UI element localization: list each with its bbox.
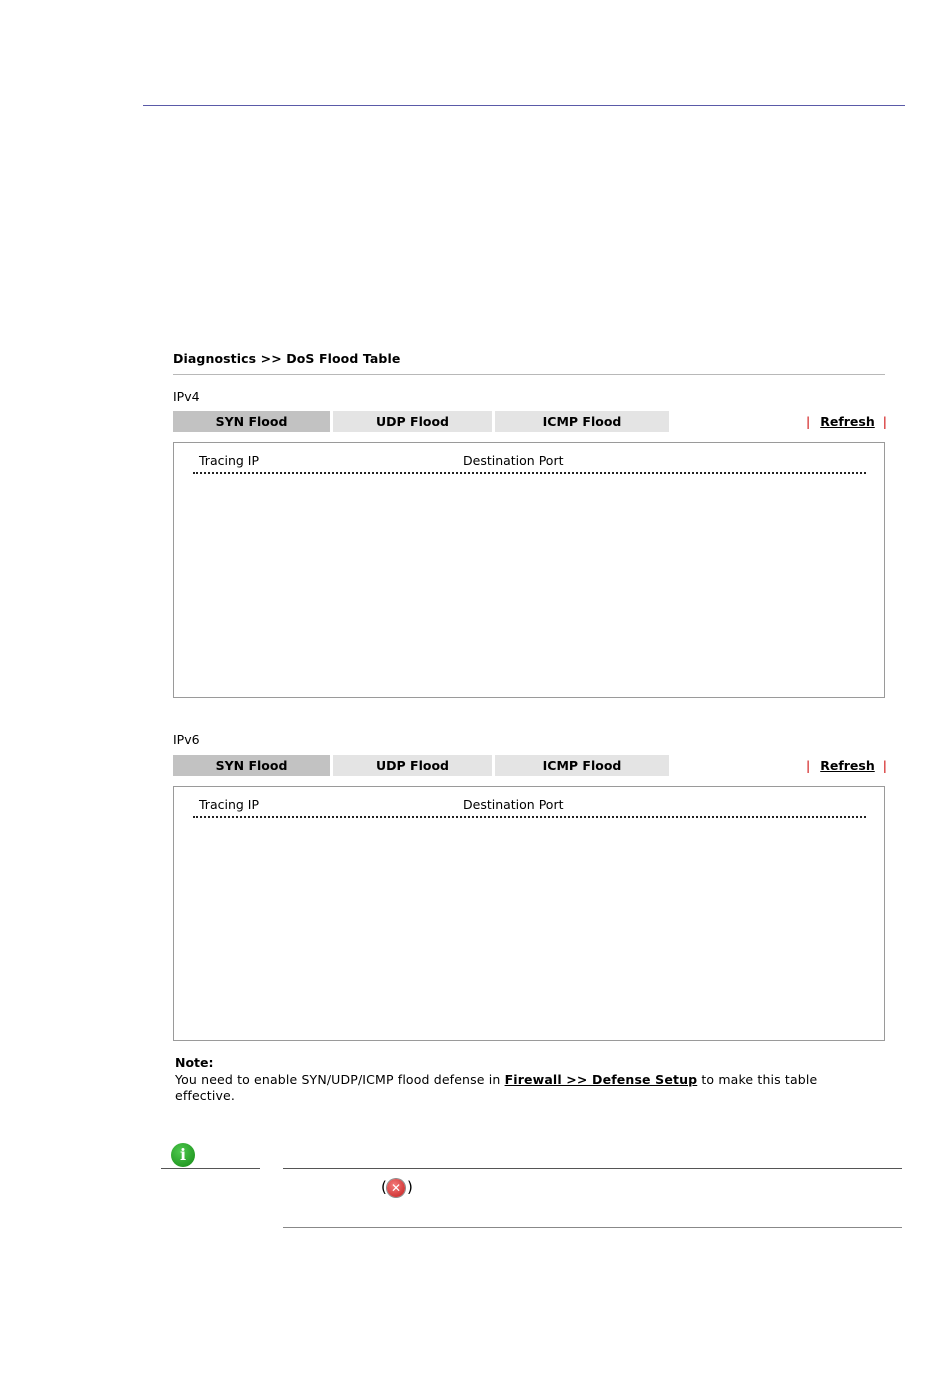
ipv6-refresh-link[interactable]: Refresh bbox=[820, 758, 875, 773]
ipv4-section-label: IPv4 bbox=[173, 389, 200, 404]
separator: | bbox=[882, 414, 887, 429]
header-divider bbox=[193, 816, 866, 818]
ipv4-tab-icmp-flood[interactable]: ICMP Flood bbox=[495, 411, 669, 432]
note-text bbox=[175, 1072, 865, 1104]
separator: | bbox=[882, 758, 887, 773]
ipv6-flood-table bbox=[173, 786, 885, 1041]
info-divider-top bbox=[283, 1168, 902, 1169]
delete-icon: ✕ bbox=[387, 1179, 405, 1197]
header-divider bbox=[193, 472, 866, 474]
page-header-rule bbox=[143, 105, 905, 106]
info-divider-bottom bbox=[283, 1227, 902, 1228]
ipv6-refresh-group bbox=[806, 755, 887, 776]
ipv6-tab-udp-flood[interactable]: UDP Flood bbox=[333, 755, 492, 776]
ipv4-refresh-group bbox=[806, 411, 887, 432]
ipv6-tab-icmp-flood[interactable]: ICMP Flood bbox=[495, 755, 669, 776]
ipv6-tab-syn-flood[interactable]: SYN Flood bbox=[173, 755, 330, 776]
column-header-destination-port: Destination Port bbox=[463, 797, 564, 812]
ipv4-refresh-link[interactable]: Refresh bbox=[820, 414, 875, 429]
column-header-destination-port: Destination Port bbox=[463, 453, 564, 468]
info-icon: i bbox=[171, 1143, 195, 1167]
column-header-tracing-ip: Tracing IP bbox=[199, 453, 259, 468]
column-header-tracing-ip: Tracing IP bbox=[199, 797, 259, 812]
breadcrumb-divider bbox=[173, 374, 885, 375]
breadcrumb: Diagnostics >> DoS Flood Table bbox=[173, 351, 401, 366]
separator: | bbox=[806, 758, 811, 773]
note-text-before: You need to enable SYN/UDP/ICMP flood defense in bbox=[175, 1072, 505, 1087]
ipv4-flood-table bbox=[173, 442, 885, 698]
ipv4-tab-udp-flood[interactable]: UDP Flood bbox=[333, 411, 492, 432]
info-divider-left bbox=[161, 1168, 260, 1169]
defense-setup-link[interactable]: Firewall >> Defense Setup bbox=[504, 1072, 698, 1087]
separator: | bbox=[806, 414, 811, 429]
close-paren: ) bbox=[407, 1178, 413, 1196]
open-paren: ( bbox=[381, 1178, 387, 1196]
ipv6-section-label: IPv6 bbox=[173, 732, 200, 747]
note-text-after: to make this table effective. bbox=[175, 1072, 818, 1103]
note-title: Note: bbox=[175, 1055, 214, 1070]
ipv4-tab-syn-flood[interactable]: SYN Flood bbox=[173, 411, 330, 432]
